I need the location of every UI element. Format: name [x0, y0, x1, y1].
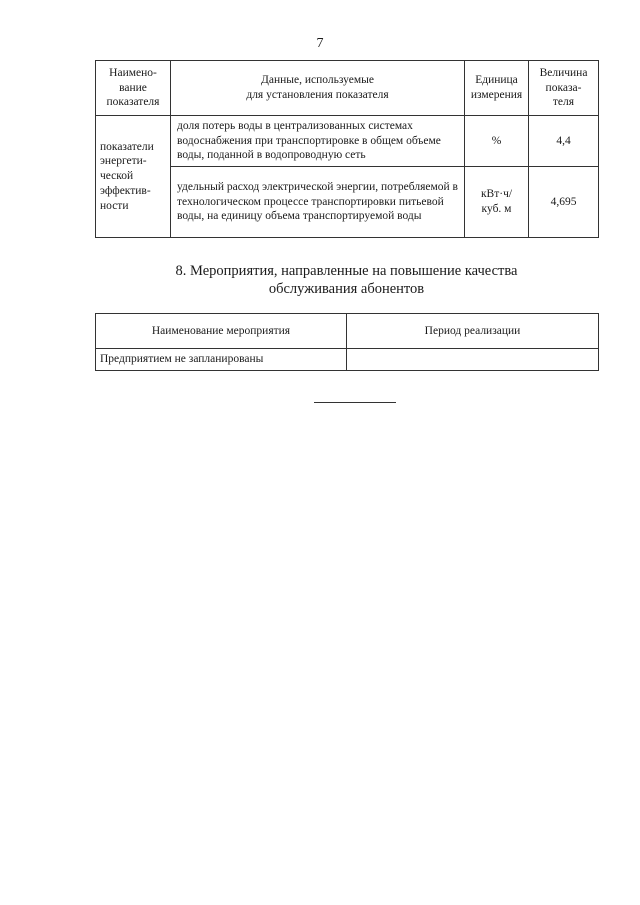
indicators-header-row — [96, 61, 599, 116]
section-heading: 8. Мероприятия, направленные на повышение качества обслуживания абонентов — [175, 263, 518, 298]
indicators-table — [95, 60, 599, 238]
event-period-cell — [347, 349, 599, 371]
header-event-name: Наименование мероприятия — [96, 314, 347, 349]
indicator-value-cell: 4,695 — [529, 167, 599, 238]
event-name-cell: Предприятием не запланированы — [96, 349, 347, 371]
events-table — [95, 313, 599, 371]
header-event-period: Период реализации — [347, 314, 599, 349]
header-unit: Единица измерения — [465, 61, 529, 116]
indicator-unit-cell: % — [465, 116, 529, 167]
header-value: Величина показа- теля — [529, 61, 599, 116]
indicator-unit-cell: кВт·ч/ куб. м — [465, 167, 529, 238]
indicator-data-cell: удельный расход электрической энергии, потребляемой в технологическом процессе транспортировки питьевой воды, на единицу объема транспортируемой воды — [171, 167, 465, 238]
events-header-row — [96, 314, 599, 349]
table-row — [96, 167, 599, 238]
header-indicator-data: Данные, используемые для установления показателя — [171, 61, 465, 116]
indicator-data-cell: доля потерь воды в централизованных системах водоснабжения при транспортировке в общем объеме воды, поданной в водопроводную сеть — [171, 116, 465, 167]
end-divider-line — [314, 402, 396, 403]
indicator-group-label: показатели энергети- ческой эффектив- ности — [96, 116, 171, 238]
indicator-value-cell: 4,4 — [529, 116, 599, 167]
table-row — [96, 116, 599, 167]
page-number: 7 — [316, 36, 324, 51]
header-indicator-name: Наимено- вание показателя — [96, 61, 171, 116]
table-row — [96, 349, 599, 371]
